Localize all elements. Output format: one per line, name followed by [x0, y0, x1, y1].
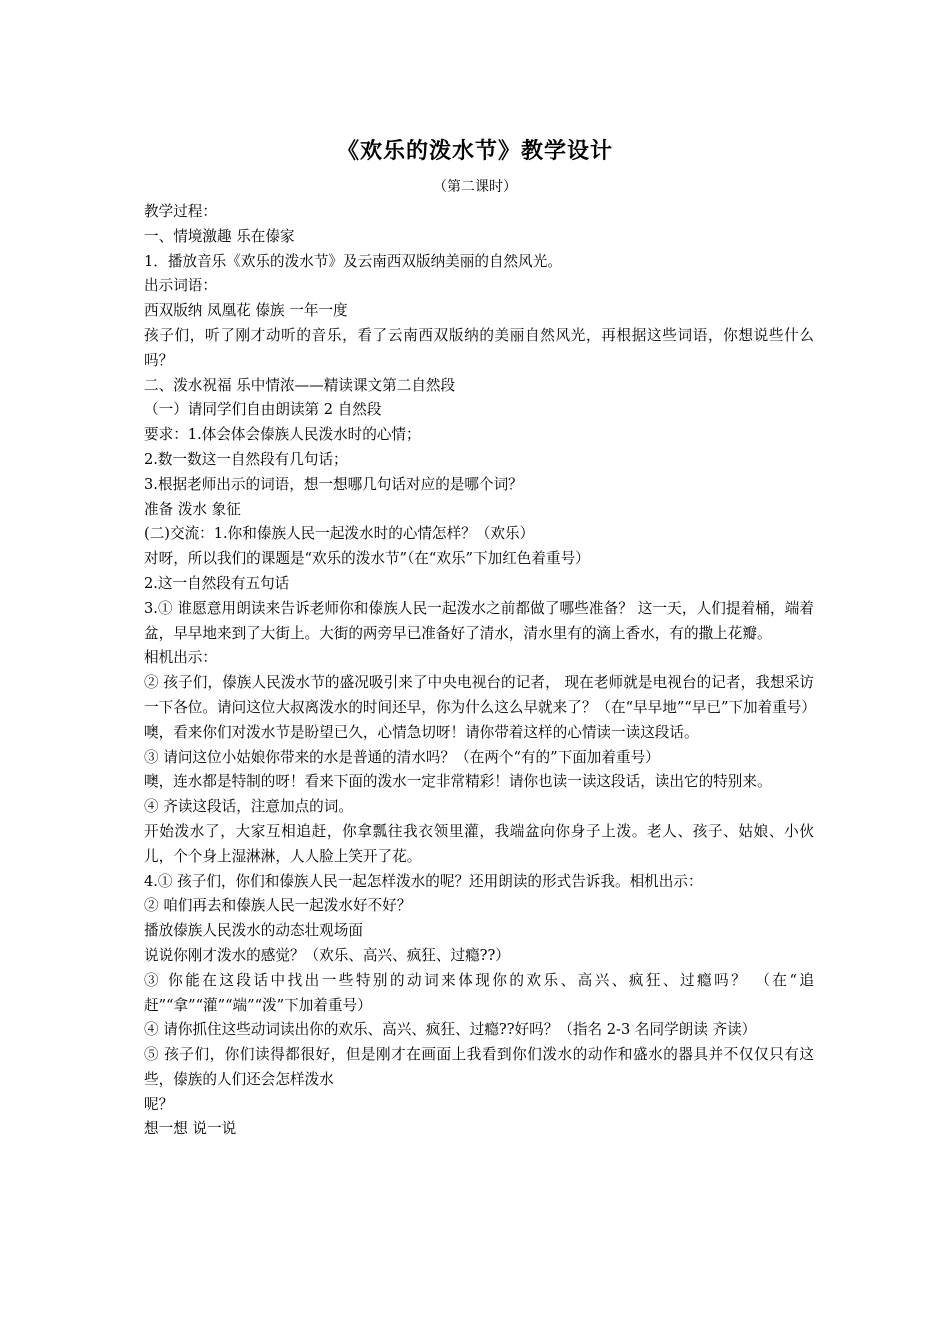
document-title: 《欢乐的泼水节》教学设计 — [336, 138, 613, 164]
paragraph: ④ 齐读这段话，注意加点的词。 — [144, 798, 353, 816]
paragraph: 播放傣族人民泼水的动态壮观场面 — [144, 922, 363, 940]
paragraph: 开始泼水了，大家互相追赶，你拿瓢往我衣领里灌，我端盆向你身子上泼。老人、孩子、姑娘、小伙儿，个个身上湿淋淋，人人脸上笑开了花。 — [144, 822, 814, 865]
paragraph: 3.根据老师出示的词语，想一想哪几句话对应的是哪个词？ — [144, 475, 523, 493]
paragraph: 说说你刚才泼水的感觉？（欢乐、高兴、疯狂、过瘾??） — [144, 946, 510, 964]
paragraph: 噢，连水都是特制的呀！看来下面的泼水一定非常精彩！请你也读一读这段话，读出它的特别来。 — [144, 773, 772, 791]
paragraph: 准备 泼水 象征 — [144, 500, 241, 518]
paragraph: 二、泼水祝福 乐中情浓——精读课文第二自然段 — [144, 376, 456, 394]
paragraph: 孩子们，听了刚才动听的音乐，看了云南西双版纳的美丽自然风光，再根据这些词语，你想说些什么吗？ — [144, 326, 814, 369]
paragraph: 对呀，所以我们的课题是“欢乐的泼水节”（在“欢乐”下加红色着重号） — [144, 550, 590, 568]
paragraph: 相机出示： — [144, 649, 217, 667]
paragraph: 2.这一自然段有五句话 — [144, 574, 290, 592]
paragraph: ③ 你能在这段话中找出一些特别的动词来体现你的欢乐、高兴、疯狂、过瘾吗？ （在“追赶”“拿”“灌”“端”“泼”下加着重号） — [144, 971, 814, 1014]
document-subtitle: （第二课时） — [433, 179, 517, 195]
document-body — [144, 200, 814, 1142]
paragraph: ② 孩子们，傣族人民泼水节的盛况吸引来了中央电视台的记者， 现在老师就是电视台的记者，我想采访一下各位。请问这位大叔离泼水的时间还早，你为什么这么早就来了？（在“早早地”“早已”下加着重号） — [144, 674, 816, 716]
paragraph: 1．播放音乐《欢乐的泼水节》及云南西双版纳美丽的自然风光。 — [144, 252, 562, 270]
paragraph: 要求：1.体会体会傣族人民泼水时的心情； — [144, 426, 421, 444]
paragraph: ③ 请问这位小姑娘你带来的水是普通的清水吗？（在两个“有的”下面加着重号） — [144, 748, 660, 766]
paragraph: ② 咱们再去和傣族人民一起泼水好不好？ — [144, 897, 412, 915]
paragraph: 教学过程： — [144, 203, 217, 220]
paragraph: ④ 请你抓住这些动词读出你的欢乐、高兴、疯狂、过瘾??好吗？（指名 2-3 名同学朗读 齐读） — [144, 1021, 757, 1039]
paragraph: 出示词语： — [144, 277, 217, 295]
paragraph: 噢，看来你们对泼水节是盼望已久，心情急切呀！请你带着这样的心情读一读这段话。 — [144, 723, 699, 741]
paragraph: 3.① 谁愿意用朗读来告诉老师你和傣族人民一起泼水之前都做了哪些准备？ 这一天，人们提着桶，端着盆，早早地来到了大街上。大街的两旁早已准备好了清水，清水里有的滴上香水，有的撒上花瓣。 — [144, 599, 814, 642]
paragraph: 4.① 孩子们，你们和傣族人民一起怎样泼水的呢？还用朗读的形式告诉我。相机出示： — [144, 872, 703, 890]
paragraph: 一、情境激趣 乐在傣家 — [144, 227, 295, 245]
paragraph: ⑤ 孩子们，你们读得都很好，但是刚才在画面上我看到你们泼水的动作和盛水的器具并不仅仅只有这些，傣族的人们还会怎样泼水 — [144, 1046, 814, 1088]
paragraph: 呢？ — [144, 1095, 174, 1113]
paragraph: 想一想 说一说 — [144, 1120, 237, 1138]
paragraph: （一）请同学们自由朗读第 2 自然段 — [144, 401, 382, 419]
paragraph: 西双版纳 凤凰花 傣族 一年一度 — [144, 302, 348, 320]
paragraph: (二)交流：1.你和傣族人民一起泼水时的心情怎样？（欢乐） — [144, 525, 535, 543]
paragraph: 2.数一数这一自然段有几句话； — [144, 450, 348, 468]
